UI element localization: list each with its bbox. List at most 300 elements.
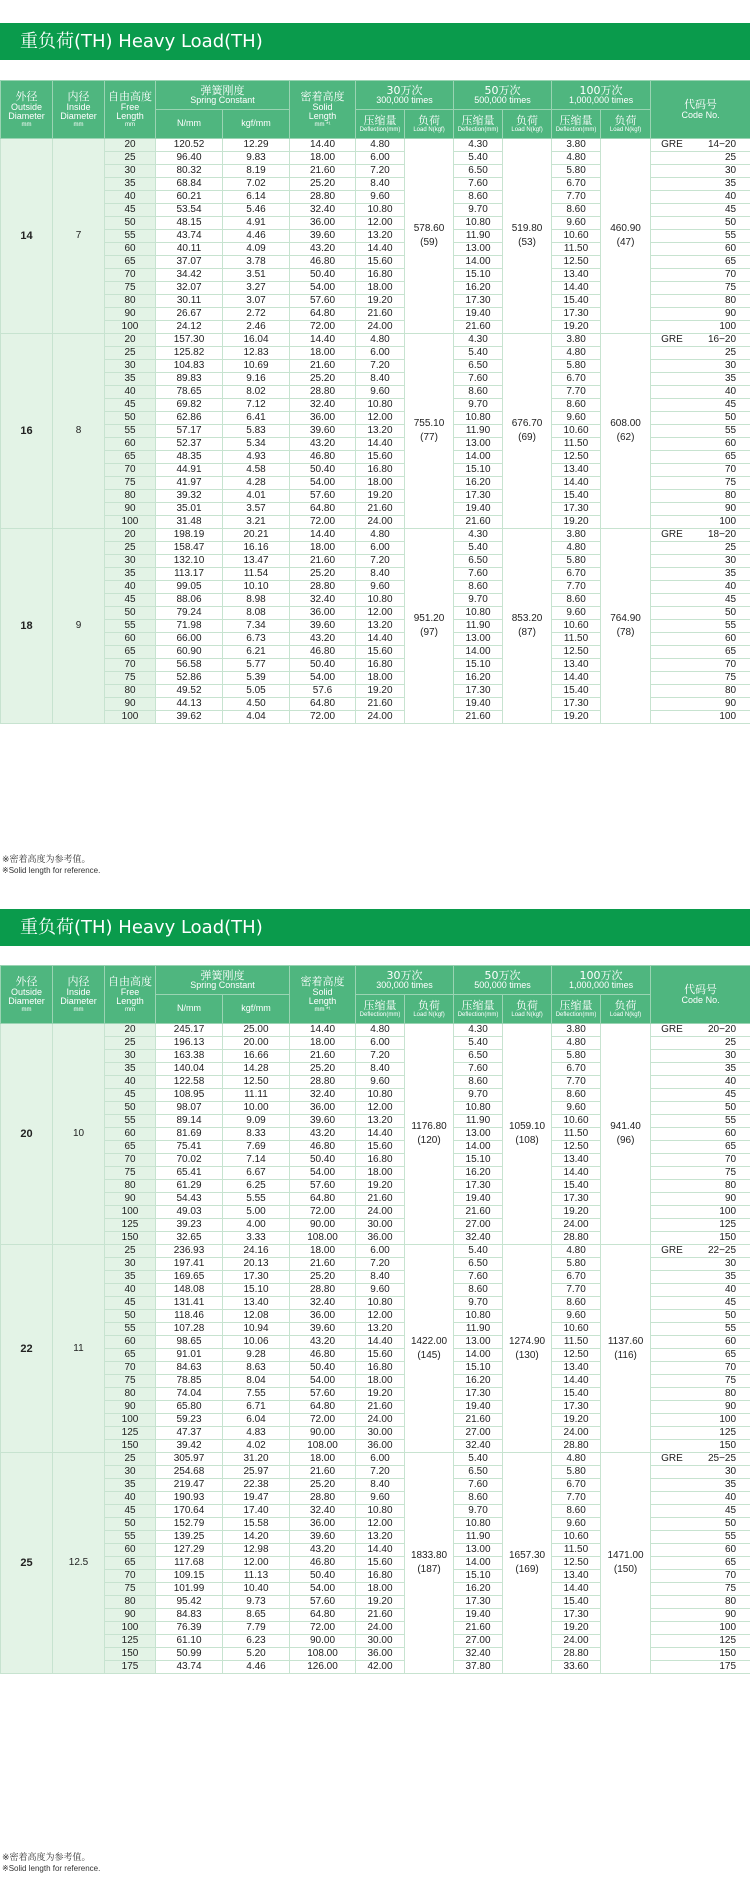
spring-kgf-cell: 7.14 (223, 1154, 290, 1167)
spring-kgf-cell: 11.54 (223, 568, 290, 581)
code-suffix: 35 (724, 373, 737, 384)
solid-length-cell: 36.00 (290, 1310, 356, 1323)
deflection-cell: 13.20 (356, 1115, 405, 1128)
deflection-cell: 15.10 (454, 659, 503, 672)
solid-length-cell: 14.40 (290, 529, 356, 542)
spring-n-cell: 70.02 (156, 1154, 223, 1167)
spring-kgf-cell: 3.33 (223, 1232, 290, 1245)
spring-kgf-cell: 7.34 (223, 620, 290, 633)
spring-kgf-cell: 17.30 (223, 1271, 290, 1284)
id-label-2: Diameter (60, 996, 97, 1007)
free-length-cell: 35 (105, 1063, 156, 1076)
code-no-cell (651, 555, 750, 568)
code-suffix: 100 (719, 711, 737, 722)
code-suffix: 90 (724, 1609, 737, 1620)
code-suffix: 100 (719, 321, 737, 332)
spring-kgf-cell: 6.71 (223, 1401, 290, 1414)
spring-kgf-cell: 12.29 (223, 139, 290, 152)
free-length-cell: 60 (105, 1336, 156, 1349)
deflection-cell: 10.60 (552, 620, 601, 633)
free-length-cell: 75 (105, 672, 156, 685)
spring-kgf-cell: 5.46 (223, 204, 290, 217)
deflection-cell: 19.20 (356, 1388, 405, 1401)
code-suffix: 45 (724, 594, 737, 605)
code-no-cell (651, 568, 750, 581)
header-sc-kgf (223, 995, 290, 1024)
deflection-cell: 10.60 (552, 425, 601, 438)
free-length-cell: 60 (105, 1128, 156, 1141)
deflection-cell: 14.40 (356, 1544, 405, 1557)
code-suffix: 70 (724, 659, 737, 670)
spring-kgf-cell: 8.33 (223, 1128, 290, 1141)
solid-length-cell: 126.00 (290, 1661, 356, 1674)
code-suffix: 65 (724, 1557, 737, 1568)
solid-length-cell: 90.00 (290, 1635, 356, 1648)
solid-length-cell: 50.40 (290, 1154, 356, 1167)
solid-length-cell: 54.00 (290, 672, 356, 685)
solid-length-cell: 46.80 (290, 1141, 356, 1154)
code-no-cell (651, 1401, 750, 1414)
code-no-cell (651, 1193, 750, 1206)
load-kgf: (47) (616, 237, 635, 248)
load-newton: 676.70 (511, 418, 543, 429)
deflection-cell: 17.30 (552, 308, 601, 321)
deflection-cell: 11.50 (552, 243, 601, 256)
code-suffix: 150 (719, 1440, 737, 1451)
spring-n-cell: 39.32 (156, 490, 223, 503)
code-suffix: 45 (724, 204, 737, 215)
code-no-cell (651, 1258, 750, 1271)
spring-kgf-cell: 3.78 (223, 256, 290, 269)
solid-length-cell: 18.00 (290, 1453, 356, 1466)
deflection-cell: 10.60 (552, 1531, 601, 1544)
solid-length-cell: 108.00 (290, 1440, 356, 1453)
code-no-cell (651, 1076, 750, 1089)
deflection-cell: 8.40 (356, 1479, 405, 1492)
code-en: Code No. (681, 994, 720, 1005)
code-suffix: 65 (724, 646, 737, 657)
code-suffix: 40 (724, 191, 737, 202)
deflection-cell: 8.60 (454, 581, 503, 594)
code-no-cell (651, 1050, 750, 1063)
code-no-cell (651, 1297, 750, 1310)
deflection-cell: 17.30 (552, 1193, 601, 1206)
deflection-cell: 6.50 (454, 555, 503, 568)
deflection-cell: 12.00 (356, 1310, 405, 1323)
code-no-cell (651, 321, 750, 334)
id-label-0: 内径 (67, 975, 90, 989)
section-banner (0, 23, 750, 60)
spring-n-cell: 76.39 (156, 1622, 223, 1635)
free-length-cell: 50 (105, 217, 156, 230)
load-cell (503, 1024, 552, 1245)
spring-n-cell: 49.52 (156, 685, 223, 698)
spring-kgf-cell: 31.20 (223, 1453, 290, 1466)
free-length-cell: 45 (105, 1505, 156, 1518)
header-sc-kgf (223, 110, 290, 139)
code-no-cell (651, 191, 750, 204)
load-newton: 578.60 (413, 223, 445, 234)
free-length-cell: 90 (105, 308, 156, 321)
deflection-cell: 16.20 (454, 1583, 503, 1596)
load-kgf: (87) (518, 627, 536, 638)
free-length-cell: 100 (105, 1414, 156, 1427)
code-no-cell (651, 1661, 750, 1674)
solid-length-cell: 72.00 (290, 321, 356, 334)
spring-kgf-cell: 5.77 (223, 659, 290, 672)
note-cn: ※密着高度为参考值。 (2, 1853, 91, 1863)
deflection-cell: 13.20 (356, 620, 405, 633)
load-newton: 951.20 (413, 613, 445, 624)
spring-n-cell: 65.41 (156, 1167, 223, 1180)
header-deflection (356, 995, 405, 1024)
sc-kgf-unit: kgf/mm (241, 118, 271, 129)
deflection-cell: 17.30 (454, 490, 503, 503)
deflection-cell: 3.80 (552, 139, 601, 152)
deflection-cell: 12.00 (356, 607, 405, 620)
code-suffix: 90 (724, 503, 737, 514)
solid-length-cell: 72.00 (290, 516, 356, 529)
deflection-cell: 11.90 (454, 1323, 503, 1336)
spring-n-cell: 91.01 (156, 1349, 223, 1362)
id-label-3: mm (73, 1006, 84, 1013)
free-length-cell: 65 (105, 1557, 156, 1570)
deflection-cell: 13.00 (454, 243, 503, 256)
defl-en: Deflection(mm) (555, 126, 597, 133)
code-no-cell (651, 1336, 750, 1349)
deflection-cell: 12.00 (356, 1518, 405, 1531)
header-deflection (552, 995, 601, 1024)
free-length-cell: 30 (105, 555, 156, 568)
od-label-3: mm (21, 121, 32, 128)
solid-length-cell: 25.20 (290, 1271, 356, 1284)
code-no-cell (651, 1128, 750, 1141)
solid-length-cell: 43.20 (290, 243, 356, 256)
free-length-cell: 70 (105, 1154, 156, 1167)
free-length-cell: 25 (105, 347, 156, 360)
deflection-cell: 14.40 (552, 477, 601, 490)
code-no-cell (651, 477, 750, 490)
deflection-cell: 14.40 (356, 633, 405, 646)
code-no-cell (651, 1141, 750, 1154)
code-cn: 代码号 (684, 983, 718, 996)
deflection-cell: 4.80 (552, 1453, 601, 1466)
deflection-cell: 13.00 (454, 1128, 503, 1141)
header-load (601, 110, 651, 139)
code-suffix: 80 (724, 1596, 737, 1607)
code-suffix: 70 (724, 1154, 737, 1165)
table-row (1, 334, 750, 347)
free-length-cell: 65 (105, 646, 156, 659)
deflection-cell: 9.60 (552, 607, 601, 620)
code-no-cell (651, 425, 750, 438)
spring-kgf-cell: 13.47 (223, 555, 290, 568)
code-no-cell (651, 1622, 750, 1635)
defl-en: Deflection(mm) (457, 126, 499, 133)
code-no-cell (651, 373, 750, 386)
deflection-cell: 6.70 (552, 178, 601, 191)
code-suffix: 30 (724, 360, 737, 371)
deflection-cell: 9.60 (356, 1284, 405, 1297)
free-length-cell: 30 (105, 1050, 156, 1063)
deflection-cell: 6.00 (356, 542, 405, 555)
load-kgf: (150) (613, 1564, 638, 1575)
load-cell (405, 139, 454, 334)
deflection-cell: 15.40 (552, 1388, 601, 1401)
spring-n-cell: 107.28 (156, 1323, 223, 1336)
free-length-cell: 60 (105, 243, 156, 256)
code-suffix: 90 (724, 1401, 737, 1412)
code-suffix: 40 (724, 1076, 737, 1087)
sc-en: Spring Constant (190, 95, 255, 106)
deflection-cell: 10.80 (454, 1310, 503, 1323)
spring-n-cell: 169.65 (156, 1271, 223, 1284)
code-no-cell (651, 1362, 750, 1375)
free-length-cell: 70 (105, 1362, 156, 1375)
deflection-cell: 32.40 (454, 1648, 503, 1661)
defl-en: Deflection(mm) (359, 1011, 401, 1018)
code-suffix: 40 (724, 1492, 737, 1503)
deflection-cell: 9.70 (454, 594, 503, 607)
free-length-cell: 50 (105, 1518, 156, 1531)
spec-table (0, 80, 750, 724)
deflection-cell: 5.40 (454, 347, 503, 360)
code-no-cell (651, 386, 750, 399)
load-cell (503, 334, 552, 529)
deflection-cell: 12.50 (552, 256, 601, 269)
solid-length-cell: 43.20 (290, 1544, 356, 1557)
spring-kgf-cell: 20.21 (223, 529, 290, 542)
code-no-cell (651, 672, 750, 685)
load-kgf: (120) (417, 1135, 441, 1146)
code-suffix: 45 (724, 1505, 737, 1516)
free-length-cell: 20 (105, 334, 156, 347)
free-length-cell: 90 (105, 1609, 156, 1622)
spring-n-cell: 44.13 (156, 698, 223, 711)
deflection-cell: 13.20 (356, 1323, 405, 1336)
code-no-cell (651, 1453, 750, 1466)
sc-cn: 弹簧刚度 (200, 968, 245, 982)
deflection-cell: 15.10 (454, 1570, 503, 1583)
deflection-cell: 8.60 (552, 399, 601, 412)
load-kgf: (97) (420, 627, 438, 638)
header-sc-n (156, 995, 223, 1024)
spring-kgf-cell: 4.02 (223, 1440, 290, 1453)
code-no-cell (651, 1583, 750, 1596)
code-no-cell (651, 204, 750, 217)
deflection-cell: 14.00 (454, 1141, 503, 1154)
load-newton: 1059.10 (508, 1121, 546, 1132)
spring-n-cell: 157.30 (156, 334, 223, 347)
code-suffix: 65 (724, 256, 737, 267)
spring-n-cell: 62.86 (156, 412, 223, 425)
solid-length-cell: 39.60 (290, 620, 356, 633)
spring-n-cell: 43.74 (156, 1661, 223, 1674)
load-cell (405, 529, 454, 724)
inside-diameter-cell: 10 (53, 1024, 105, 1245)
spring-kgf-cell: 11.11 (223, 1089, 290, 1102)
deflection-cell: 13.00 (454, 1336, 503, 1349)
deflection-cell: 5.80 (552, 360, 601, 373)
deflection-cell: 30.00 (356, 1219, 405, 1232)
free-length-cell: 55 (105, 1323, 156, 1336)
free-length-cell: 40 (105, 1492, 156, 1505)
code-no-cell (651, 1518, 750, 1531)
code-suffix: 75 (724, 477, 737, 488)
code-no-cell (651, 490, 750, 503)
deflection-cell: 4.80 (552, 347, 601, 360)
deflection-cell: 9.70 (454, 1297, 503, 1310)
deflection-cell: 19.40 (454, 503, 503, 516)
deflection-cell: 17.30 (454, 1180, 503, 1193)
load-kgf: (78) (616, 627, 635, 638)
deflection-cell: 19.20 (356, 1180, 405, 1193)
spring-kgf-cell: 8.65 (223, 1609, 290, 1622)
deflection-cell: 19.40 (454, 698, 503, 711)
code-suffix: 55 (724, 1531, 737, 1542)
spring-kgf-cell: 7.02 (223, 178, 290, 191)
spring-n-cell: 56.58 (156, 659, 223, 672)
header-outside-diameter (1, 966, 53, 1024)
code-suffix: 80 (724, 1388, 737, 1399)
code-prefix: GRE (661, 1024, 683, 1035)
deflection-cell: 9.70 (454, 1505, 503, 1518)
spring-kgf-cell: 4.50 (223, 698, 290, 711)
spring-n-cell: 80.32 (156, 165, 223, 178)
deflection-cell: 7.70 (552, 1076, 601, 1089)
outside-diameter-cell: 22 (1, 1245, 53, 1453)
code-no-cell (651, 711, 750, 724)
free-length-cell: 100 (105, 321, 156, 334)
header-code-no (651, 966, 750, 1024)
spring-n-cell: 108.95 (156, 1089, 223, 1102)
spring-n-cell: 37.07 (156, 256, 223, 269)
spring-n-cell: 127.29 (156, 1544, 223, 1557)
header-code-no (651, 81, 750, 139)
code-no-cell (651, 1466, 750, 1479)
code-no-cell (651, 438, 750, 451)
header-free-length (105, 966, 156, 1024)
spring-n-cell: 254.68 (156, 1466, 223, 1479)
spring-kgf-cell: 10.40 (223, 1583, 290, 1596)
fl-label-2: Length (116, 111, 144, 122)
deflection-cell: 4.30 (454, 1024, 503, 1037)
deflection-cell: 9.60 (552, 1310, 601, 1323)
spring-n-cell: 32.07 (156, 282, 223, 295)
spring-n-cell: 131.41 (156, 1297, 223, 1310)
load-cn: 负荷 (516, 114, 539, 128)
spring-kgf-cell: 12.83 (223, 347, 290, 360)
defl-en: Deflection(mm) (359, 126, 401, 133)
deflection-cell: 24.00 (356, 711, 405, 724)
deflection-cell: 18.00 (356, 1167, 405, 1180)
table-row (1, 139, 750, 152)
od-label-0: 外径 (15, 90, 38, 104)
free-length-cell: 70 (105, 464, 156, 477)
deflection-cell: 15.40 (552, 295, 601, 308)
sc-n-unit: N/mm (177, 1003, 201, 1014)
outside-diameter-cell: 20 (1, 1024, 53, 1245)
spring-kgf-cell: 16.16 (223, 542, 290, 555)
free-length-cell: 75 (105, 477, 156, 490)
solid-length-cell: 57.6 (290, 685, 356, 698)
code-no-cell (651, 1505, 750, 1518)
header-free-length (105, 81, 156, 139)
deflection-cell: 7.60 (454, 1271, 503, 1284)
section-title: 重负荷(TH) Heavy Load(TH) (20, 31, 263, 52)
spring-kgf-cell: 24.16 (223, 1245, 290, 1258)
solid-length-cell: 28.80 (290, 1492, 356, 1505)
deflection-cell: 7.20 (356, 1258, 405, 1271)
free-length-cell: 175 (105, 1661, 156, 1674)
solid-length-cell: 39.60 (290, 1531, 356, 1544)
free-length-cell: 50 (105, 412, 156, 425)
deflection-cell: 4.80 (356, 529, 405, 542)
deflection-cell: 21.60 (454, 1206, 503, 1219)
spring-n-cell: 236.93 (156, 1245, 223, 1258)
deflection-cell: 19.40 (454, 1609, 503, 1622)
solid-length-cell: 21.60 (290, 1466, 356, 1479)
deflection-cell: 12.50 (552, 1141, 601, 1154)
spring-n-cell: 152.79 (156, 1518, 223, 1531)
l1-cn: 30万次 (386, 968, 423, 982)
header-spring-constant (156, 966, 290, 995)
deflection-cell: 8.40 (356, 1271, 405, 1284)
deflection-cell: 24.00 (356, 1414, 405, 1427)
spring-n-cell: 99.05 (156, 581, 223, 594)
deflection-cell: 16.20 (454, 477, 503, 490)
spring-n-cell: 54.43 (156, 1193, 223, 1206)
spring-kgf-cell: 15.10 (223, 1284, 290, 1297)
deflection-cell: 7.20 (356, 1050, 405, 1063)
load-newton: 460.90 (610, 223, 641, 234)
solid-length-cell: 25.20 (290, 1479, 356, 1492)
load-cell (405, 334, 454, 529)
spring-n-cell: 96.40 (156, 152, 223, 165)
deflection-cell: 16.80 (356, 269, 405, 282)
code-suffix: 55 (724, 425, 737, 436)
deflection-cell: 9.70 (454, 399, 503, 412)
deflection-cell: 3.80 (552, 1024, 601, 1037)
spring-kgf-cell: 7.79 (223, 1622, 290, 1635)
deflection-cell: 7.60 (454, 1063, 503, 1076)
code-suffix: 80 (724, 1180, 737, 1191)
load-kgf: (145) (417, 1349, 441, 1361)
spring-kgf-cell: 14.28 (223, 1063, 290, 1076)
spring-kgf-cell: 6.23 (223, 1635, 290, 1648)
load-cell (405, 1024, 454, 1245)
code-suffix: 25−25 (707, 1453, 737, 1464)
solid-length-cell: 21.60 (290, 1050, 356, 1063)
deflection-cell: 15.60 (356, 1557, 405, 1570)
spring-n-cell: 305.97 (156, 1453, 223, 1466)
deflection-cell: 21.60 (454, 516, 503, 529)
deflection-cell: 16.20 (454, 672, 503, 685)
id-label-3: mm (73, 121, 84, 128)
deflection-cell: 15.60 (356, 646, 405, 659)
code-en: Code No. (681, 109, 720, 120)
code-suffix: 50 (724, 412, 737, 423)
free-length-cell: 100 (105, 711, 156, 724)
deflection-cell: 21.60 (356, 1193, 405, 1206)
solid-length-cell: 18.00 (290, 152, 356, 165)
load-cell (503, 1453, 552, 1674)
code-no-cell (651, 269, 750, 282)
free-length-cell: 35 (105, 178, 156, 191)
sl-label-2: Length (308, 996, 337, 1007)
code-no-cell (651, 633, 750, 646)
deflection-cell: 21.60 (454, 711, 503, 724)
